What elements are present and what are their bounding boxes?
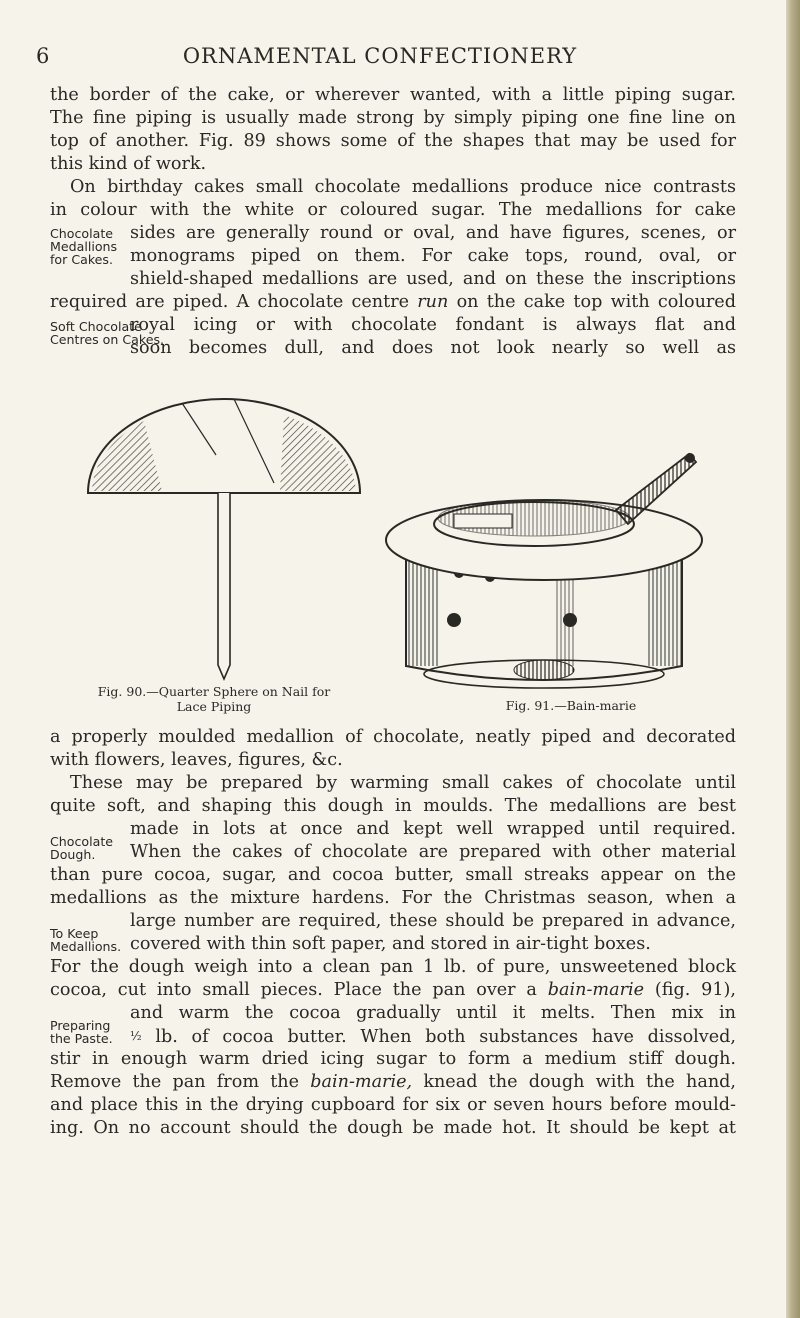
italic-word: bain-marie, bbox=[310, 1072, 413, 1092]
text-line: soon becomes dull, and does not look nearly so well as bbox=[130, 338, 736, 358]
figure-90-illustration bbox=[84, 395, 364, 685]
text-line: covered with thin soft paper, and stored in air-tight boxes. bbox=[130, 934, 651, 954]
sidenote-line: Soft Chocolate bbox=[50, 319, 142, 334]
text-segment: (fig. 91), bbox=[644, 980, 736, 1000]
text-line: than pure cocoa, sugar, and cocoa butter, small streaks appear on the bbox=[50, 865, 736, 885]
sidenote-line: for Cakes. bbox=[50, 252, 113, 267]
caption-line: Fig. 90.—Quarter Sphere on Nail for bbox=[97, 684, 331, 699]
text-line: The fine piping is usually made strong by simply piping one fine line on bbox=[50, 108, 736, 128]
paragraph-5 bbox=[50, 956, 736, 1140]
sidenote-chocolate-dough bbox=[50, 835, 140, 861]
text-line: medallions as the mixture hardens. For the Christmas season, when a bbox=[50, 888, 736, 908]
italic-word: bain-marie bbox=[547, 980, 645, 1000]
text-line: large number are required, these should be prepared in advance, bbox=[130, 911, 736, 931]
page-header bbox=[0, 44, 760, 78]
caption-line: Lace Piping bbox=[176, 699, 252, 714]
text-line: royal icing or with chocolate fondant is always flat and bbox=[130, 315, 736, 335]
sidenote-preparing-paste bbox=[50, 1019, 140, 1045]
italic-word: run bbox=[417, 292, 449, 312]
sidenote-line: Chocolate bbox=[50, 834, 114, 849]
text-line: a properly moulded medallion of chocolate, neatly piped and decorated bbox=[50, 727, 736, 747]
text-line: When the cakes of chocolate are prepared with other material bbox=[130, 842, 736, 862]
sidenote-line: Chocolate bbox=[50, 226, 114, 241]
text-line: quite soft, and shaping this dough in moulds. The medallions are best bbox=[50, 796, 736, 816]
text-line: On birthday cakes small chocolate medallions produce nice contrasts bbox=[70, 177, 736, 197]
text-line: in colour with the white or coloured sugar. The medallions for cake bbox=[50, 200, 736, 220]
text-line: with flowers, leaves, figures, &c. bbox=[50, 750, 343, 770]
text-line: ing. On no account should the dough be made hot. It should be kept at bbox=[50, 1118, 736, 1138]
paragraph-4 bbox=[50, 772, 736, 956]
text-segment: required are piped. A chocolate centre bbox=[50, 292, 418, 312]
text-segment: on the cake top with coloured bbox=[448, 292, 736, 312]
running-title: ORNAMENTAL CONFECTIONERY bbox=[182, 44, 578, 68]
sidenote-line: Dough. bbox=[50, 847, 96, 862]
text-line bbox=[50, 291, 736, 314]
figure-91-illustration bbox=[384, 440, 704, 690]
text-segment: Remove the pan from the bbox=[50, 1072, 311, 1092]
text-line: this kind of work. bbox=[50, 154, 207, 174]
text-line: made in lots at once and kept well wrapped until required. bbox=[130, 819, 736, 839]
text-segment: lb. of cocoa butter. When both substances have dissolved, bbox=[141, 1027, 736, 1047]
text-line: sides are generally round or oval, and have figures, scenes, or bbox=[130, 223, 736, 243]
sidenote-chocolate-medallions bbox=[50, 227, 140, 266]
text-line: top of another. Fig. 89 shows some of the shapes that may be used for bbox=[50, 131, 736, 151]
text-line bbox=[50, 979, 736, 1002]
fraction: ½ bbox=[130, 1029, 142, 1043]
sidenote-line: Medallions. bbox=[50, 939, 122, 954]
text-line: monograms piped on them. For cake tops, round, oval, or bbox=[130, 246, 736, 266]
figure-91-caption: Fig. 91.—Bain-marie bbox=[505, 698, 637, 713]
paragraph-3 bbox=[50, 726, 736, 772]
text-line bbox=[130, 1025, 736, 1048]
sidenote-line: the Paste. bbox=[50, 1031, 113, 1046]
sidenote-line: To Keep bbox=[50, 926, 99, 941]
text-segment: knead the dough with the hand, bbox=[412, 1072, 737, 1092]
text-segment: cocoa, cut into small pieces. Place the pan over a bbox=[50, 980, 548, 1000]
sidenote-line: Medallions bbox=[50, 239, 118, 254]
text-line: and warm the cocoa gradually until it melts. Then mix in bbox=[130, 1003, 736, 1023]
text-line: the border of the cake, or wherever wanted, with a little piping sugar. bbox=[50, 85, 736, 105]
text-line bbox=[50, 1071, 736, 1094]
sidenote-line: Centres on Cakes. bbox=[50, 332, 165, 347]
sidenote-soft-centres bbox=[50, 320, 170, 346]
page-edge-shadow bbox=[786, 0, 800, 1318]
sidenote-to-keep bbox=[50, 927, 140, 953]
figure-90-caption bbox=[96, 684, 332, 714]
page-number: 6 bbox=[36, 44, 50, 68]
sidenote-line: Preparing bbox=[50, 1018, 111, 1033]
paragraph-1 bbox=[50, 84, 736, 176]
text-line: These may be prepared by warming small cakes of chocolate until bbox=[70, 773, 736, 793]
text-line: shield-shaped medallions are used, and on these the inscriptions bbox=[130, 269, 736, 289]
text-line: For the dough weigh into a clean pan 1 lb. of pure, unsweetened block bbox=[50, 957, 736, 977]
text-line: stir in enough warm dried icing sugar to form a medium stiff dough. bbox=[50, 1049, 736, 1069]
text-line: and place this in the drying cupboard for six or seven hours before mould- bbox=[50, 1095, 736, 1115]
